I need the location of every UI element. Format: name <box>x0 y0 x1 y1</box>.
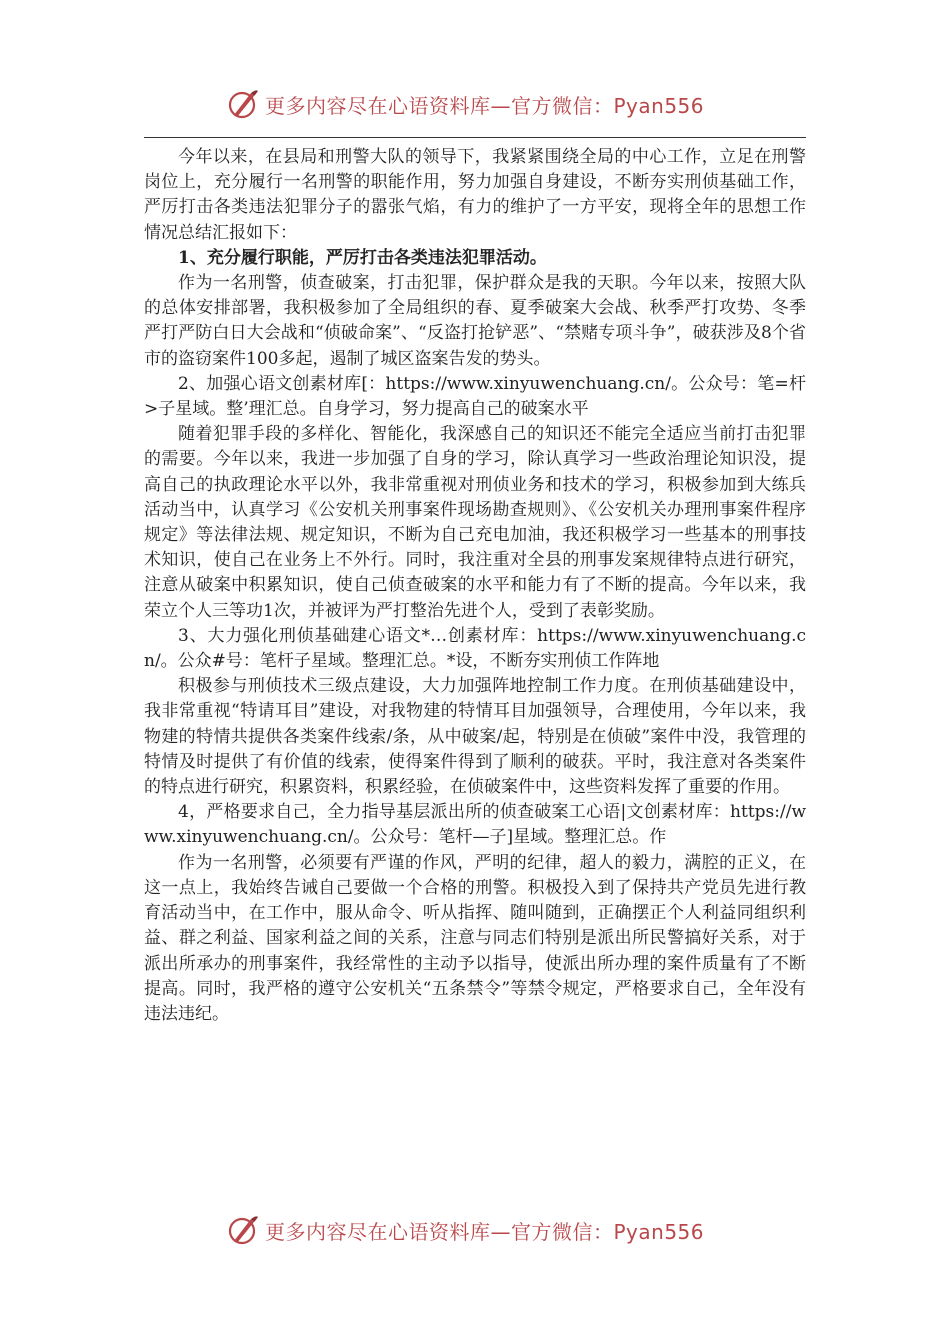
header-banner-text: 更多内容尽在心语资料库—官方微信：Pyan556 <box>265 93 705 118</box>
section-4-paragraph: 作为一名刑警，必须要有严谨的作风，严明的纪律，超人的毅力，满腔的正义，在这一点上，我始终告诫自己要做一个合格的刑警。积极投入到了保持共产党员先进行教育活动当中，在工作中，服从命令、听从指挥、随叫随到，正确摆正个人利益同组织利益、群之利益、国家利益之间的关系，注意与同志们特别是派出所民警搞好关系，对于派出所承办的刑事案件，我经常性的主动予以指导，使派出所办理的案件质量有了不断提高。同时，我严格的遵守公安机关“五条禁令”等禁令规定，严格要求自己，全年没有违法违纪。 <box>144 852 806 1024</box>
quill-logo-icon <box>225 87 259 121</box>
quill-logo-icon <box>225 1213 259 1247</box>
section-heading-3: 3、大力强化刑侦基础建心语文*…创素材库：https://www.xinyuwenchuang.cn/。公众#号：笔杆子星域。整理汇总。*设，不断夯实刑侦工作阵地 <box>144 625 806 672</box>
section-heading-4: 4，严格要求自己，全力指导基层派出所的侦查破案工心语|文创素材库：https://www.xinyuwenchuang.cn/。公众号：笔杆—子]星域。整理汇总。作 <box>144 802 806 848</box>
section-2-paragraph: 随着犯罪手段的多样化、智能化，我深感自己的知识还不能完全适应当前打击犯罪的需要。今年以来，我进一步加强了自身的学习，除认真学习一些政治理论知识没，提高自己的执政理论水平以外，我非常重视对刑侦业务和技术的学习，积极参加到大练兵活动当中，认真学习《公安机关刑事案件现场勘查规则》、《公安机关办理刑事案件程序规定》等法律法规、规定知识，不断为自己充电加油，我还积极学习一些基本的刑事技术知识，使自己在业务上不外行。同时，我注重对全县的刑事发案规律特点进行研究，注意从破案中积累知识，使自己侦查破案的水平和能力有了不断的提高。今年以来，我荣立个人三等功1次，并被评为严打整治先进个人，受到了表彰奖励。 <box>144 424 806 621</box>
section-heading-2: 2、加强心语文创素材库[：https://www.xinyuwenchuang.cn/。公众号：笔=杆>子星域。整’理汇总。自身学习，努力提高自己的破案水平 <box>144 373 806 420</box>
intro-paragraph: 今年以来，在县局和刑警大队的领导下，我紧紧围绕全局的中心工作，立足在刑警岗位上，充分履行一名刑警的职能作用，努力加强自身建设，不断夯实刑侦基础工作，严厉打击各类违法犯罪分子的嚣张气焰，有力的维护了一方平安，现将全年的思想工作情况总结汇报如下： <box>144 147 806 243</box>
footer-banner <box>225 1210 745 1250</box>
header-divider <box>144 137 806 138</box>
header-banner <box>225 84 745 124</box>
document-body <box>144 145 806 1027</box>
section-3-paragraph: 积极参与刑侦技术三级点建设，大力加强阵地控制工作力度。在刑侦基础建设中，我非常重视“特请耳目”建设，对我物建的特情耳目加强领导，合理使用，今年以来，我物建的特情共提供各类案件线索/条，从中破案/起，特别是在侦破”案件中没，我管理的特情及时提供了有价值的线索，使得案件得到了顺利的破获。平时，我注意对各类案件的特点进行研究，积累资料，积累经验，在侦破案件中，这些资料发挥了重要的作用。 <box>144 676 806 798</box>
section-1-paragraph: 作为一名刑警，侦查破案，打击犯罪，保护群众是我的天职。今年以来，按照大队的总体安排部署，我积极参加了全局组织的春、夏季破案大会战、秋季严打攻势、冬季严打严防白日大会战和“侦破命案”、“反盗打抢铲恶”、“禁赌专项斗争”，破获涉及8个省市的盗窃案件100多起，遏制了城区盗案告发的势头。 <box>144 273 806 369</box>
footer-banner-text: 更多内容尽在心语资料库—官方微信：Pyan556 <box>265 1219 705 1244</box>
section-heading-1: 1、充分履行职能，严厉打击各类违法犯罪活动。 <box>178 247 547 268</box>
